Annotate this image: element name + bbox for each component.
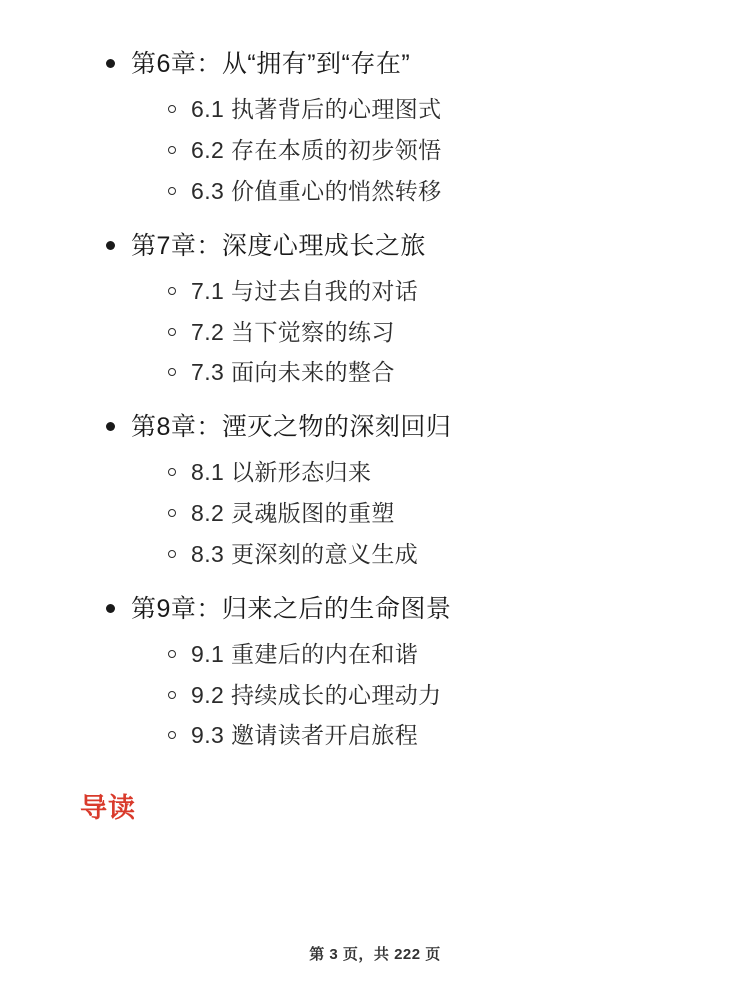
toc-section-title: 6.2 存在本质的初步领悟 bbox=[191, 137, 442, 163]
disc-bullet-icon bbox=[106, 59, 115, 68]
toc-section-title: 7.2 当下觉察的练习 bbox=[191, 318, 395, 345]
toc-section-list bbox=[60, 452, 690, 574]
disc-bullet-icon bbox=[106, 241, 115, 250]
toc-chapter-line[interactable] bbox=[106, 587, 690, 632]
toc-section-line[interactable] bbox=[168, 171, 690, 212]
circle-bullet-icon bbox=[168, 731, 176, 739]
toc-section-title: 9.1 重建后的内在和谐 bbox=[191, 640, 419, 667]
disc-bullet-icon bbox=[106, 604, 115, 613]
toc-chapter-title: 第9章：归来之后的生命图景 bbox=[131, 594, 452, 623]
toc-section-list bbox=[60, 89, 690, 211]
toc-section-title: 7.1 与过去自我的对话 bbox=[191, 277, 419, 304]
toc-section-title: 7.3 面向未来的整合 bbox=[191, 359, 395, 386]
toc-section-line[interactable] bbox=[168, 352, 690, 393]
circle-bullet-icon bbox=[168, 550, 176, 558]
toc-section-title: 8.2 灵魂版图的重塑 bbox=[191, 500, 395, 526]
toc-chapter-line[interactable] bbox=[106, 224, 690, 269]
toc-chapter bbox=[60, 405, 690, 575]
toc-section-line[interactable] bbox=[168, 452, 690, 493]
toc-chapter bbox=[60, 42, 690, 212]
circle-bullet-icon bbox=[168, 509, 176, 517]
toc-chapter-line[interactable] bbox=[106, 405, 690, 450]
toc-chapter bbox=[60, 224, 690, 394]
toc-chapter-title: 第6章：从“拥有”到“存在” bbox=[131, 50, 411, 78]
section-heading-guide: 导读 bbox=[80, 793, 136, 823]
table-of-contents bbox=[60, 42, 690, 756]
page-footer: 第 3 页，共 222 页 bbox=[309, 946, 441, 963]
toc-section-line[interactable] bbox=[168, 675, 690, 716]
toc-section-line[interactable] bbox=[168, 130, 690, 171]
toc-section-line[interactable] bbox=[168, 715, 690, 756]
toc-section-list bbox=[60, 634, 690, 756]
toc-section-title: 6.3 价值重心的悄然转移 bbox=[191, 177, 442, 204]
disc-bullet-icon bbox=[106, 422, 115, 431]
toc-section-line[interactable] bbox=[168, 89, 690, 130]
toc-section-title: 9.3 邀请读者开启旅程 bbox=[191, 722, 419, 749]
circle-bullet-icon bbox=[168, 287, 176, 295]
circle-bullet-icon bbox=[168, 691, 176, 699]
toc-section-line[interactable] bbox=[168, 271, 690, 312]
toc-chapter-title: 第7章：深度心理成长之旅 bbox=[131, 231, 426, 260]
circle-bullet-icon bbox=[168, 146, 176, 154]
toc-section-list bbox=[60, 271, 690, 393]
circle-bullet-icon bbox=[168, 105, 176, 113]
toc-section-line[interactable] bbox=[168, 534, 690, 575]
toc-section-title: 8.3 更深刻的意义生成 bbox=[191, 540, 419, 567]
circle-bullet-icon bbox=[168, 468, 176, 476]
toc-section-title: 9.2 持续成长的心理动力 bbox=[191, 681, 442, 708]
toc-chapter bbox=[60, 587, 690, 757]
toc-section-line[interactable] bbox=[168, 634, 690, 675]
toc-chapter-title: 第8章：湮灭之物的深刻回归 bbox=[131, 413, 452, 441]
toc-section-title: 8.1 以新形态归来 bbox=[191, 459, 372, 486]
circle-bullet-icon bbox=[168, 187, 176, 195]
toc-chapter-line[interactable] bbox=[106, 42, 690, 87]
toc-section-line[interactable] bbox=[168, 312, 690, 353]
circle-bullet-icon bbox=[168, 650, 176, 658]
toc-section-line[interactable] bbox=[168, 493, 690, 534]
toc-section-title: 6.1 执著背后的心理图式 bbox=[191, 96, 442, 123]
circle-bullet-icon bbox=[168, 328, 176, 336]
circle-bullet-icon bbox=[168, 368, 176, 376]
